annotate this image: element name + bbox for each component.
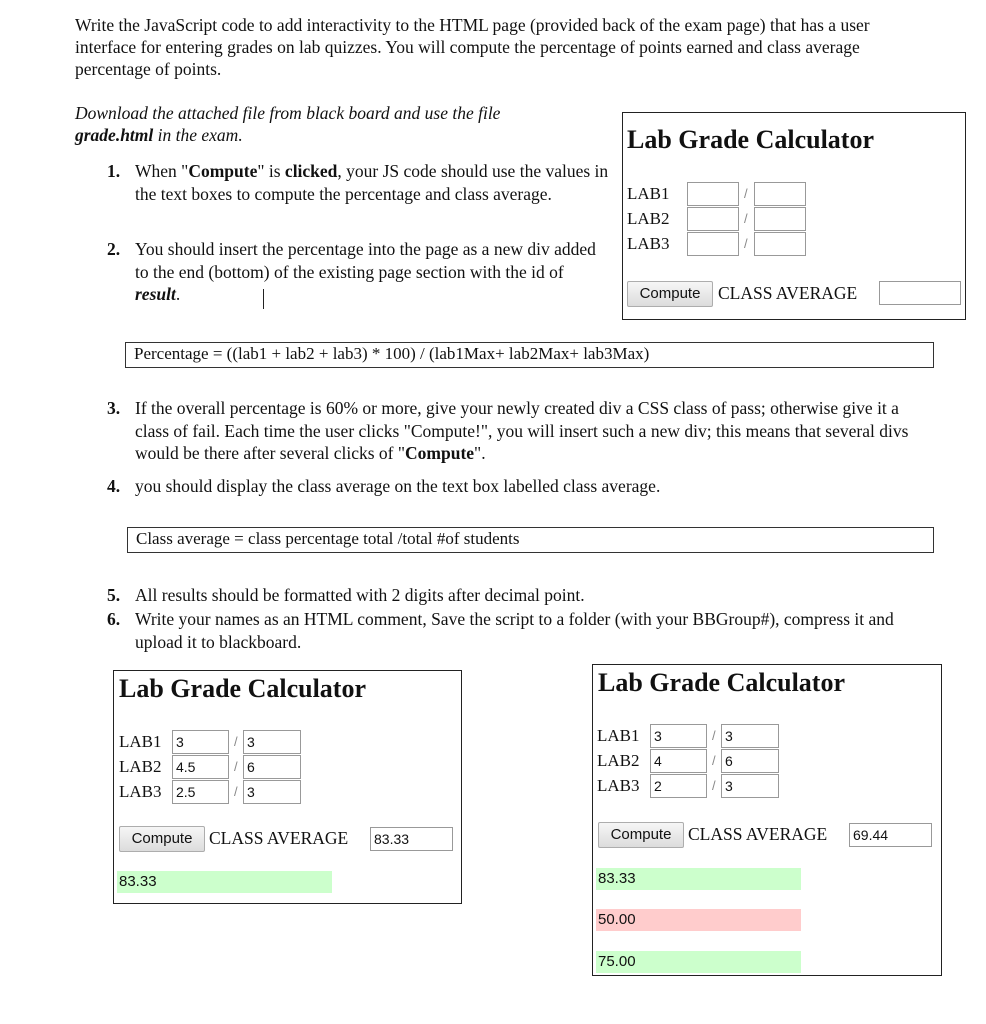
- lab2-max-input[interactable]: 6: [721, 749, 779, 773]
- step-item: [107, 475, 935, 498]
- slash-separator: /: [744, 236, 748, 251]
- lab1-score-input[interactable]: [687, 182, 739, 206]
- text-caret: [263, 289, 264, 309]
- step-text: .: [175, 284, 181, 304]
- lab-row: [597, 774, 797, 798]
- slash-separator: /: [234, 759, 238, 774]
- slash-separator: /: [744, 186, 748, 201]
- lab3-max-input[interactable]: 3: [721, 774, 779, 798]
- lab3-score-input[interactable]: 2.5: [172, 780, 229, 804]
- lab-row: [627, 207, 827, 231]
- compute-button[interactable]: Compute: [598, 822, 684, 848]
- lab-label: LAB3: [597, 776, 640, 795]
- download-suffix: in the exam.: [153, 125, 243, 145]
- step-text: All results should be formatted with 2 digits after decimal point.: [135, 585, 585, 605]
- step-item: [107, 608, 895, 653]
- lab-row: [627, 232, 827, 256]
- slash-separator: /: [234, 784, 238, 799]
- download-prefix: Download the attached file from black board and use the file: [75, 103, 501, 123]
- lab-label: LAB2: [597, 751, 640, 770]
- step-number: 2.: [107, 239, 121, 259]
- lab1-max-input[interactable]: 3: [721, 724, 779, 748]
- step-bold-italic: result: [135, 284, 176, 304]
- class-average-formula-box: Class average = class percentage total /total #of students: [127, 527, 934, 553]
- class-average-label: CLASS AVERAGE: [688, 824, 828, 844]
- percentage-formula-box: Percentage = ((lab1 + lab2 + lab3) * 100) / (lab1Max+ lab2Max+ lab3Max): [125, 342, 934, 368]
- step-bold: clicked: [284, 161, 338, 181]
- class-average-input[interactable]: [879, 281, 961, 305]
- lab-label: LAB3: [119, 782, 162, 801]
- result-div-pass: 75.00: [596, 951, 801, 973]
- calculator-title: Lab Grade Calculator: [119, 674, 366, 703]
- lab1-score-input[interactable]: 3: [172, 730, 229, 754]
- step-number: 5.: [107, 585, 121, 605]
- lab3-score-input[interactable]: [687, 232, 739, 256]
- lab-row: [627, 182, 827, 206]
- step-bold: Compute: [188, 161, 258, 181]
- calculator-title: Lab Grade Calculator: [598, 668, 845, 697]
- step-text: , your JS code should use the values in the text boxes to compute the percentage and class average.: [135, 161, 609, 204]
- slash-separator: /: [234, 734, 238, 749]
- lab-row: [597, 724, 797, 748]
- step-text: When ": [135, 161, 189, 181]
- calculator-example-1: [113, 670, 462, 904]
- lab2-max-input[interactable]: [754, 207, 806, 231]
- file-name: grade.html: [75, 125, 154, 145]
- slash-separator: /: [744, 211, 748, 226]
- download-instruction: [75, 102, 595, 146]
- class-average-input[interactable]: 69.44: [849, 823, 932, 847]
- slash-separator: /: [712, 753, 716, 768]
- calculator-empty: [622, 112, 966, 320]
- lab-row: [119, 780, 319, 804]
- lab-row: [119, 730, 319, 754]
- step-number: 3.: [107, 398, 121, 418]
- result-div-pass: 83.33: [596, 868, 801, 890]
- compute-button[interactable]: Compute: [627, 281, 713, 307]
- calculator-title: Lab Grade Calculator: [627, 125, 874, 154]
- class-average-label: CLASS AVERAGE: [718, 283, 858, 303]
- lab-label: LAB1: [627, 184, 670, 203]
- lab3-max-input[interactable]: 3: [243, 780, 301, 804]
- step-item: [107, 397, 935, 465]
- step-text: Write your names as an HTML comment, Save the script to a folder (with your BBGroup#), compress it and upload it to blackboard.: [135, 609, 894, 652]
- step-number: 6.: [107, 609, 121, 629]
- lab2-score-input[interactable]: [687, 207, 739, 231]
- lab-label: LAB2: [627, 209, 670, 228]
- calculator-example-2: [592, 664, 942, 976]
- slash-separator: /: [712, 728, 716, 743]
- slash-separator: /: [712, 778, 716, 793]
- lab1-max-input[interactable]: [754, 182, 806, 206]
- step-item: [107, 238, 610, 306]
- lab-row: [597, 749, 797, 773]
- step-number: 4.: [107, 476, 121, 496]
- step-bold: Compute: [405, 443, 475, 463]
- step-text: If the overall percentage is 60% or more, give your newly created div a CSS class of pass; otherwise give it a class of fail. Each time the user clicks "Compute!", you will insert such a new div; this means that several divs would be there after several clicks of ": [135, 398, 909, 463]
- result-div-fail: 50.00: [596, 909, 801, 931]
- lab3-score-input[interactable]: 2: [650, 774, 707, 798]
- lab2-score-input[interactable]: 4: [650, 749, 707, 773]
- step-number: 1.: [107, 161, 121, 181]
- lab-row: [119, 755, 319, 779]
- lab-label: LAB3: [627, 234, 670, 253]
- compute-button[interactable]: Compute: [119, 826, 205, 852]
- lab3-max-input[interactable]: [754, 232, 806, 256]
- lab-label: LAB2: [119, 757, 162, 776]
- lab-label: LAB1: [597, 726, 640, 745]
- lab1-score-input[interactable]: 3: [650, 724, 707, 748]
- lab-label: LAB1: [119, 732, 162, 751]
- step-text: You should insert the percentage into the page as a new div added to the end (bottom) of the existing page section with the id of: [135, 239, 596, 282]
- lab2-max-input[interactable]: 6: [243, 755, 301, 779]
- step-text: you should display the class average on the text box labelled class average.: [135, 476, 661, 496]
- lab2-score-input[interactable]: 4.5: [172, 755, 229, 779]
- lab1-max-input[interactable]: 3: [243, 730, 301, 754]
- intro-paragraph: Write the JavaScript code to add interactivity to the HTML page (provided back of the exam page) that has a user interface for entering grades on lab quizzes. You will compute the percentage of points earned and class average percentage of points.: [75, 15, 870, 79]
- class-average-label: CLASS AVERAGE: [209, 828, 349, 848]
- class-average-input[interactable]: 83.33: [370, 827, 453, 851]
- result-div-pass: 83.33: [117, 871, 332, 893]
- step-text: " is: [257, 161, 285, 181]
- step-item: [107, 584, 935, 607]
- step-item: [107, 160, 610, 205]
- step-text: ".: [474, 443, 486, 463]
